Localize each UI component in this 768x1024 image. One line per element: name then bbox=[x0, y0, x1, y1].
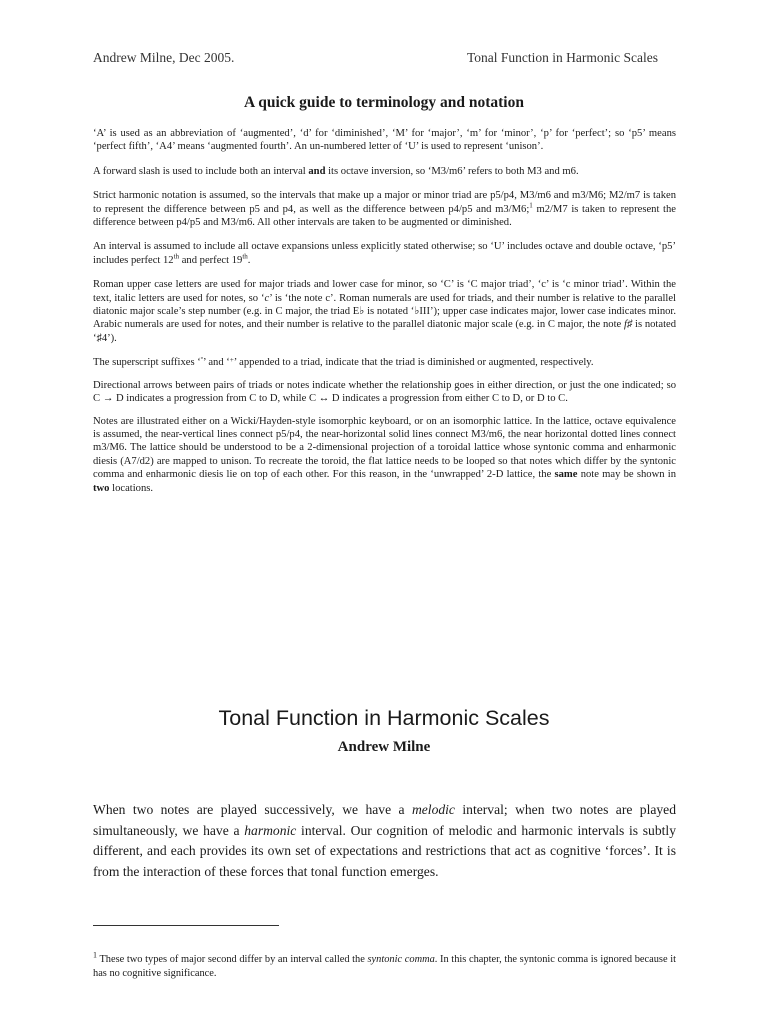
footnote-separator bbox=[93, 925, 279, 926]
running-header bbox=[93, 50, 658, 66]
bold-two: two bbox=[93, 482, 110, 494]
italic-melodic: melodic bbox=[411, 802, 455, 817]
paragraph-superscript-suffixes: The superscript suffixes ‘$^º$’ and ‘+’ appended to a triad, indicate that the triad is diminished or augmented, respectively. bbox=[93, 356, 594, 369]
terminology-guide bbox=[93, 127, 676, 506]
header-document-title: Tonal Function in Harmonic Scales bbox=[466, 50, 658, 65]
chapter-intro bbox=[93, 800, 676, 882]
italic-syntonic-comma: syntonic comma bbox=[367, 954, 435, 965]
paragraph-forward-slash: A forward slash is used to include both an interval and its octave inversion, so ‘M3/m6’ refers to both M3 and m6. bbox=[93, 165, 579, 177]
bold-same: same bbox=[554, 469, 578, 481]
chapter-title: Tonal Function in Harmonic Scales bbox=[218, 706, 550, 730]
paragraph-harmonic-notation: Strict harmonic notation is assumed, so the intervals that make up a major or minor triad are p5/p4, M3/m6 and m3/M6; M2/m7 is taken to represent the difference between p5 and p4, as well as the difference between p4/p5 and m3/M6;$^1$ m2/M7 is taken to represent the difference between p4/p5 and M3/m6. All other intervals are taken to be augmented or diminished. bbox=[93, 190, 676, 229]
footnote-number: 1 bbox=[93, 950, 97, 960]
paragraph-octave-expansions: An interval is assumed to include all octave expansions unless explicitly stated otherwise; so ‘U’ includes octave and double octave, ‘p5’ includes perfect 12th and perfect 19th. bbox=[93, 241, 676, 266]
footnote-ref-1[interactable]: 1 bbox=[529, 201, 533, 210]
header-author-date: Andrew Milne, Dec 2005. bbox=[93, 50, 235, 65]
footnote-1: $^1$ These two types of major second differ by an interval called the syntonic comma. In this chapter, the syntonic comma is ignored because it has no cognitive significance. bbox=[93, 950, 676, 979]
chapter-author: Andrew Milne bbox=[337, 739, 431, 755]
paragraph-directional-arrows: Directional arrows between pairs of triads or notes indicate whether the relationship goes in either direction, or just the one indicated; so C → D indicates a progression from C to D, while C ↔ D indicates a progression from either C to D, or D to C. bbox=[93, 379, 676, 405]
intro-paragraph: When two notes are played successively, we have a melodic interval; when two notes are played simultaneously, we have a harmonic interval. Our cognition of melodic and harmonic intervals is subtly different, and each provides its own set of expectations and restrictions that act as cognitive ‘forces’. It is from the interaction of these forces that tonal function emerges. bbox=[93, 802, 677, 879]
guide-title: A quick guide to terminology and notation bbox=[244, 94, 524, 111]
paragraph-roman-letters: Roman upper case letters are used for major triads and lower case for minor, so ‘C’ is ‘C major triad’, ‘c’ is ‘c minor triad’. Within the text, italic letters are used for notes, so ‘c’ is ‘the note c’. Roman numerals are used for triads, and their number is relative to the parallel diatonic major scale’s step number (e.g. in C major, the triad E♭ is notated ‘♭III’); upper case indicates major, lower case indicates minor. Arabic numerals are used for notes, and their number is relative to the parallel diatonic major scale (e.g. in C major, the note f♯ is notated ‘♯4’). bbox=[93, 279, 677, 344]
paragraph-abbreviations: ‘A’ is used as an abbreviation of ‘augmented’, ‘d’ for ‘diminished’, ‘M’ for ‘major’, ‘m’ for ‘minor’, ‘p’ for ‘perfect’; so ‘p5’ means ‘perfect fifth’, ‘A4’ means ‘augmented fourth’. An un-numbered letter of ‘U’ is used to represent ‘unison’. bbox=[93, 128, 676, 153]
italic-harmonic: harmonic bbox=[244, 822, 297, 838]
paragraph-lattice: Notes are illustrated either on a Wicki/Hayden-style isomorphic keyboard, or on an isomorphic lattice. In the lattice, octave equivalence is assumed, the near-vertical lines connect p5/p4, the near-horizontal solid lines connect M3/m6, the near horizontal dotted lines connect m3/M6. The lattice should be understood to be a 2-dimensional projection of a toroidal lattice whose syntonic comma and enharmonic diesis (A7/d2) are mapped to unison. To recreate the toroid, the flat lattice needs to be looped so that notes which differ by the syntonic comma and enharmonic diesis lie on top of each other. For this reason, in the ‘unwrapped’ 2-D lattice, the same note may be shown in two locations. bbox=[93, 415, 676, 494]
bold-and: and bbox=[308, 165, 326, 177]
